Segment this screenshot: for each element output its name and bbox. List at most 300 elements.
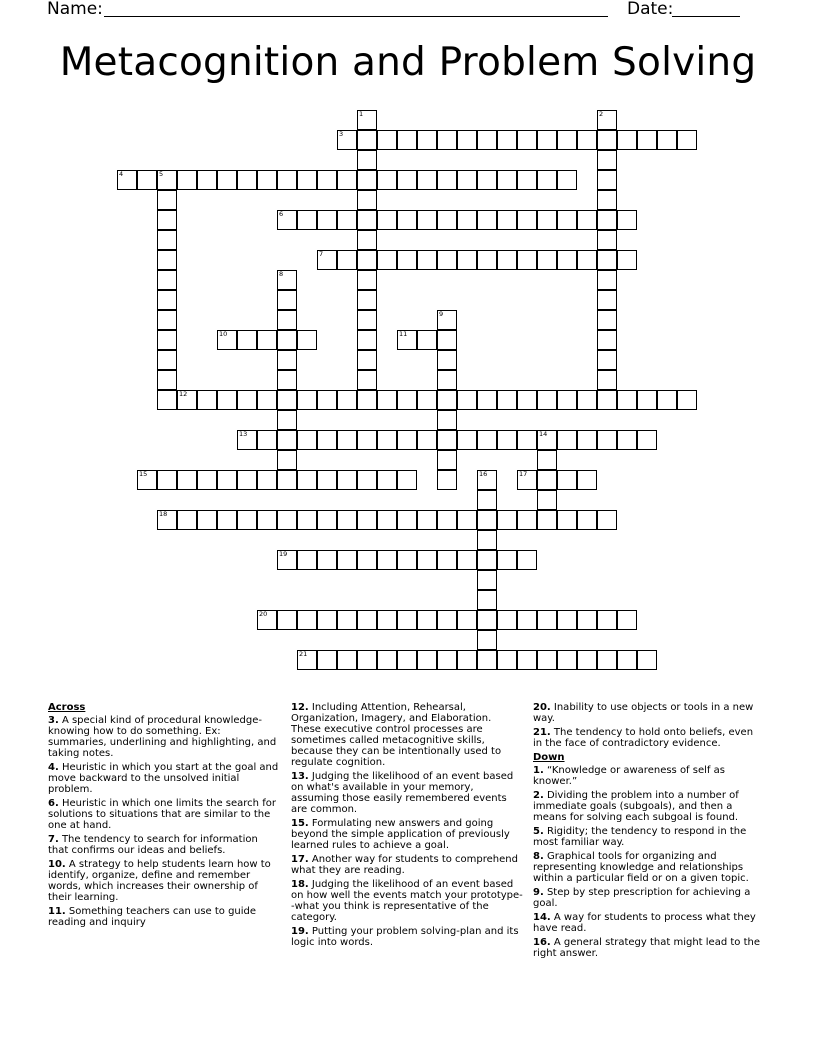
grid-cell[interactable] (317, 550, 337, 570)
clue-number: 20 (259, 610, 268, 618)
grid-cell[interactable] (337, 550, 357, 570)
grid-cell[interactable] (297, 430, 317, 450)
grid-cell[interactable] (257, 390, 277, 410)
grid-cell[interactable] (157, 170, 177, 190)
grid-cell[interactable] (417, 650, 437, 670)
grid-cell[interactable] (477, 530, 497, 550)
clue-number: 7 (319, 250, 324, 258)
grid-cell[interactable] (357, 130, 377, 150)
grid-cell[interactable] (297, 210, 317, 230)
grid-cell[interactable] (397, 250, 417, 270)
grid-cell[interactable] (537, 490, 557, 510)
grid-cell[interactable] (657, 130, 677, 150)
grid-cell[interactable] (517, 130, 537, 150)
grid-cell[interactable] (437, 350, 457, 370)
grid-cell[interactable] (577, 210, 597, 230)
grid-cell[interactable] (437, 410, 457, 430)
grid-cell[interactable] (237, 510, 257, 530)
grid-cell[interactable] (637, 430, 657, 450)
grid-cell[interactable] (657, 390, 677, 410)
grid-cell[interactable] (457, 430, 477, 450)
grid-cell[interactable] (557, 470, 577, 490)
grid-cell[interactable] (397, 390, 417, 410)
clue-text: Something teachers can use to guide reading and inquiry (48, 906, 257, 928)
grid-cell[interactable] (437, 310, 457, 330)
grid-cell[interactable] (257, 510, 277, 530)
grid-cell[interactable] (357, 350, 377, 370)
grid-cell[interactable] (277, 290, 297, 310)
clue-number-label: 11. (48, 906, 66, 917)
grid-cell[interactable] (377, 610, 397, 630)
grid-cell[interactable] (157, 350, 177, 370)
grid-cell[interactable] (137, 170, 157, 190)
grid-cell[interactable] (137, 470, 157, 490)
clue-number-label: 21. (533, 727, 551, 738)
grid-cell[interactable] (297, 330, 317, 350)
grid-cell[interactable] (437, 510, 457, 530)
grid-cell[interactable] (557, 610, 577, 630)
grid-cell[interactable] (437, 470, 457, 490)
grid-cell[interactable] (357, 470, 377, 490)
grid-cell[interactable] (157, 290, 177, 310)
grid-cell[interactable] (197, 390, 217, 410)
clue-number: 21 (299, 650, 308, 658)
grid-cell[interactable] (337, 610, 357, 630)
grid-cell[interactable] (417, 250, 437, 270)
clue-text: Judging the likelihood of an event based on how well the events match your prototype--what you think is representative of the category. (291, 879, 523, 923)
grid-cell[interactable] (297, 650, 317, 670)
grid-cell[interactable] (337, 210, 357, 230)
grid-cell[interactable] (157, 470, 177, 490)
grid-cell[interactable] (277, 470, 297, 490)
grid-cell[interactable] (437, 610, 457, 630)
grid-cell[interactable] (177, 170, 197, 190)
grid-cell[interactable] (357, 150, 377, 170)
grid-cell[interactable] (277, 370, 297, 390)
grid-cell[interactable] (277, 330, 297, 350)
grid-cell[interactable] (317, 510, 337, 530)
grid-cell[interactable] (157, 390, 177, 410)
grid-cell[interactable] (317, 650, 337, 670)
grid-cell[interactable] (277, 550, 297, 570)
grid-cell[interactable] (617, 390, 637, 410)
grid-cell[interactable] (337, 250, 357, 270)
grid-cell[interactable] (397, 550, 417, 570)
grid-cell[interactable] (437, 430, 457, 450)
grid-cell[interactable] (377, 210, 397, 230)
grid-cell[interactable] (337, 130, 357, 150)
grid-cell[interactable] (537, 510, 557, 530)
grid-cell[interactable] (557, 650, 577, 670)
clue-text: Judging the likelihood of an event based on what's available in your memory, assuming those easily remembered events are common. (291, 771, 514, 815)
grid-cell[interactable] (417, 330, 437, 350)
grid-cell[interactable] (357, 230, 377, 250)
grid-cell[interactable] (397, 610, 417, 630)
grid-cell[interactable] (277, 450, 297, 470)
grid-cell[interactable] (257, 470, 277, 490)
grid-cell[interactable] (297, 390, 317, 410)
grid-cell[interactable] (497, 650, 517, 670)
grid-cell[interactable] (417, 610, 437, 630)
grid-cell[interactable] (597, 390, 617, 410)
grid-cell[interactable] (577, 510, 597, 530)
grid-cell[interactable] (237, 430, 257, 450)
grid-cell[interactable] (357, 210, 377, 230)
grid-cell[interactable] (677, 390, 697, 410)
grid-cell[interactable] (157, 210, 177, 230)
grid-cell[interactable] (477, 250, 497, 270)
grid-cell[interactable] (557, 130, 577, 150)
grid-cell[interactable] (437, 370, 457, 390)
grid-cell[interactable] (537, 650, 557, 670)
grid-cell[interactable] (257, 170, 277, 190)
grid-cell[interactable] (357, 430, 377, 450)
grid-cell[interactable] (177, 470, 197, 490)
grid-cell[interactable] (377, 650, 397, 670)
grid-cell[interactable] (237, 470, 257, 490)
grid-cell[interactable] (597, 150, 617, 170)
grid-cell[interactable] (517, 650, 537, 670)
grid-cell[interactable] (317, 170, 337, 190)
grid-cell[interactable] (577, 390, 597, 410)
grid-cell[interactable] (157, 370, 177, 390)
grid-cell[interactable] (637, 650, 657, 670)
grid-cell[interactable] (357, 290, 377, 310)
grid-cell[interactable] (397, 130, 417, 150)
grid-cell[interactable] (277, 270, 297, 290)
grid-cell[interactable] (477, 510, 497, 530)
grid-cell[interactable] (337, 510, 357, 530)
grid-cell[interactable] (417, 170, 437, 190)
grid-cell[interactable] (517, 510, 537, 530)
grid-cell[interactable] (477, 630, 497, 650)
clue-number-label: 13. (291, 771, 309, 782)
across-heading: Across (48, 702, 86, 713)
grid-cell[interactable] (677, 130, 697, 150)
grid-cell[interactable] (497, 610, 517, 630)
grid-cell[interactable] (157, 310, 177, 330)
grid-cell[interactable] (457, 390, 477, 410)
grid-cell[interactable] (457, 650, 477, 670)
grid-cell[interactable] (517, 170, 537, 190)
grid-cell[interactable] (297, 470, 317, 490)
grid-cell[interactable] (477, 490, 497, 510)
grid-cell[interactable] (437, 550, 457, 570)
grid-cell[interactable] (317, 210, 337, 230)
grid-cell[interactable] (277, 350, 297, 370)
grid-cell[interactable] (457, 250, 477, 270)
grid-cell[interactable] (537, 170, 557, 190)
grid-cell[interactable] (617, 610, 637, 630)
grid-cell[interactable] (317, 430, 337, 450)
grid-cell[interactable] (537, 130, 557, 150)
grid-cell[interactable] (357, 370, 377, 390)
grid-cell[interactable] (597, 330, 617, 350)
down-clue (533, 937, 765, 959)
grid-cell[interactable] (397, 470, 417, 490)
grid-cell[interactable] (597, 430, 617, 450)
grid-cell[interactable] (597, 170, 617, 190)
grid-cell[interactable] (537, 430, 557, 450)
grid-cell[interactable] (557, 170, 577, 190)
grid-cell[interactable] (157, 330, 177, 350)
grid-cell[interactable] (517, 390, 537, 410)
grid-cell[interactable] (337, 170, 357, 190)
down-clue (533, 826, 765, 848)
grid-cell[interactable] (417, 510, 437, 530)
grid-cell[interactable] (437, 250, 457, 270)
grid-cell[interactable] (317, 610, 337, 630)
clue-number-label: 1. (533, 765, 544, 776)
grid-cell[interactable] (277, 430, 297, 450)
clue-number: 19 (279, 550, 288, 558)
grid-cell[interactable] (197, 510, 217, 530)
grid-cell[interactable] (577, 250, 597, 270)
grid-cell[interactable] (197, 170, 217, 190)
grid-cell[interactable] (157, 190, 177, 210)
grid-cell[interactable] (197, 470, 217, 490)
grid-cell[interactable] (477, 430, 497, 450)
grid-cell[interactable] (377, 170, 397, 190)
grid-cell[interactable] (297, 610, 317, 630)
grid-cell[interactable] (597, 350, 617, 370)
grid-cell[interactable] (557, 390, 577, 410)
grid-cell[interactable] (277, 510, 297, 530)
grid-cell[interactable] (417, 430, 437, 450)
grid-cell[interactable] (397, 510, 417, 530)
grid-cell[interactable] (317, 390, 337, 410)
grid-cell[interactable] (377, 130, 397, 150)
grid-cell[interactable] (597, 210, 617, 230)
grid-cell[interactable] (217, 330, 237, 350)
grid-cell[interactable] (317, 250, 337, 270)
grid-cell[interactable] (617, 130, 637, 150)
grid-cell[interactable] (457, 210, 477, 230)
grid-cell[interactable] (337, 390, 357, 410)
grid-cell[interactable] (497, 510, 517, 530)
clue-number: 12 (179, 390, 188, 398)
grid-cell[interactable] (337, 650, 357, 670)
grid-cell[interactable] (297, 170, 317, 190)
grid-cell[interactable] (557, 210, 577, 230)
grid-cell[interactable] (237, 390, 257, 410)
clue-number: 14 (539, 430, 548, 438)
clue-number: 3 (339, 130, 344, 138)
grid-cell[interactable] (477, 650, 497, 670)
grid-cell[interactable] (457, 610, 477, 630)
grid-cell[interactable] (157, 230, 177, 250)
grid-cell[interactable] (597, 130, 617, 150)
grid-cell[interactable] (477, 210, 497, 230)
grid-cell[interactable] (257, 610, 277, 630)
grid-cell[interactable] (537, 610, 557, 630)
grid-cell[interactable] (477, 390, 497, 410)
grid-cell[interactable] (477, 470, 497, 490)
grid-cell[interactable] (497, 430, 517, 450)
grid-cell[interactable] (517, 210, 537, 230)
grid-cell[interactable] (597, 230, 617, 250)
grid-cell[interactable] (397, 170, 417, 190)
grid-cell[interactable] (497, 550, 517, 570)
grid-cell[interactable] (577, 610, 597, 630)
grid-cell[interactable] (337, 430, 357, 450)
across-clue (291, 926, 523, 948)
grid-cell[interactable] (357, 510, 377, 530)
grid-cell[interactable] (297, 550, 317, 570)
clue-text: Dividing the problem into a number of immediate goals (subgoals), and then a means for solving each subgoal is found. (533, 790, 739, 823)
grid-cell[interactable] (157, 250, 177, 270)
grid-cell[interactable] (357, 610, 377, 630)
grid-cell[interactable] (397, 430, 417, 450)
grid-cell[interactable] (377, 430, 397, 450)
grid-cell[interactable] (217, 390, 237, 410)
grid-cell[interactable] (597, 510, 617, 530)
grid-cell[interactable] (557, 510, 577, 530)
grid-cell[interactable] (237, 330, 257, 350)
clue-text: Formulating new answers and going beyond the simple application of previously learned rules to achieve a goal. (291, 818, 510, 851)
grid-cell[interactable] (277, 210, 297, 230)
grid-cell[interactable] (177, 390, 197, 410)
grid-cell[interactable] (617, 210, 637, 230)
grid-cell[interactable] (437, 390, 457, 410)
grid-cell[interactable] (517, 550, 537, 570)
grid-cell[interactable] (577, 470, 597, 490)
clues-column-2 (291, 702, 523, 951)
grid-cell[interactable] (537, 250, 557, 270)
grid-cell[interactable] (357, 330, 377, 350)
grid-cell[interactable] (537, 390, 557, 410)
grid-cell[interactable] (377, 510, 397, 530)
grid-cell[interactable] (217, 170, 237, 190)
grid-cell[interactable] (157, 270, 177, 290)
grid-cell[interactable] (297, 510, 317, 530)
grid-cell[interactable] (597, 290, 617, 310)
grid-cell[interactable] (477, 130, 497, 150)
grid-cell[interactable] (377, 250, 397, 270)
grid-cell[interactable] (477, 170, 497, 190)
across-clue (48, 715, 280, 759)
grid-cell[interactable] (457, 550, 477, 570)
grid-cell[interactable] (597, 370, 617, 390)
clue-number-label: 7. (48, 834, 59, 845)
grid-cell[interactable] (517, 430, 537, 450)
grid-cell[interactable] (397, 330, 417, 350)
grid-cell[interactable] (477, 570, 497, 590)
grid-cell[interactable] (417, 550, 437, 570)
grid-cell[interactable] (497, 130, 517, 150)
grid-cell[interactable] (277, 410, 297, 430)
grid-cell[interactable] (457, 510, 477, 530)
grid-cell[interactable] (117, 170, 137, 190)
grid-cell[interactable] (597, 650, 617, 670)
grid-cell[interactable] (557, 250, 577, 270)
grid-cell[interactable] (597, 190, 617, 210)
grid-cell[interactable] (497, 390, 517, 410)
grid-cell[interactable] (277, 170, 297, 190)
grid-cell[interactable] (417, 210, 437, 230)
grid-cell[interactable] (577, 130, 597, 150)
grid-cell[interactable] (437, 650, 457, 670)
grid-cell[interactable] (257, 430, 277, 450)
grid-cell[interactable] (517, 250, 537, 270)
grid-cell[interactable] (277, 610, 297, 630)
grid-cell[interactable] (497, 170, 517, 190)
grid-cell[interactable] (357, 170, 377, 190)
grid-cell[interactable] (237, 170, 257, 190)
grid-cell[interactable] (517, 470, 537, 490)
grid-cell[interactable] (277, 310, 297, 330)
grid-cell[interactable] (457, 170, 477, 190)
grid-cell[interactable] (317, 470, 337, 490)
grid-cell[interactable] (637, 130, 657, 150)
grid-cell[interactable] (217, 470, 237, 490)
grid-cell[interactable] (177, 510, 197, 530)
grid-cell[interactable] (617, 650, 637, 670)
grid-cell[interactable] (357, 310, 377, 330)
grid-cell[interactable] (557, 430, 577, 450)
grid-cell[interactable] (357, 550, 377, 570)
down-clue (533, 851, 765, 884)
grid-cell[interactable] (537, 450, 557, 470)
grid-cell[interactable] (257, 330, 277, 350)
grid-cell[interactable] (217, 510, 237, 530)
grid-cell[interactable] (597, 110, 617, 130)
grid-cell[interactable] (597, 310, 617, 330)
grid-cell[interactable] (497, 250, 517, 270)
grid-cell[interactable] (377, 550, 397, 570)
clue-number-label: 19. (291, 926, 309, 937)
grid-cell[interactable] (577, 650, 597, 670)
grid-cell[interactable] (357, 390, 377, 410)
grid-cell[interactable] (377, 390, 397, 410)
grid-cell[interactable] (617, 250, 637, 270)
grid-cell[interactable] (437, 210, 457, 230)
grid-cell[interactable] (417, 130, 437, 150)
grid-cell[interactable] (417, 390, 437, 410)
grid-cell[interactable] (477, 610, 497, 630)
grid-cell[interactable] (357, 650, 377, 670)
grid-cell[interactable] (397, 210, 417, 230)
grid-cell[interactable] (597, 250, 617, 270)
grid-cell[interactable] (357, 190, 377, 210)
grid-cell[interactable] (597, 610, 617, 630)
grid-cell[interactable] (537, 470, 557, 490)
grid-cell[interactable] (397, 650, 417, 670)
grid-cell[interactable] (277, 390, 297, 410)
grid-cell[interactable] (437, 170, 457, 190)
grid-cell[interactable] (477, 550, 497, 570)
clue-text: “Knowledge or awareness of self as knower.” (533, 765, 725, 787)
grid-cell[interactable] (157, 510, 177, 530)
grid-cell[interactable] (617, 430, 637, 450)
grid-cell[interactable] (357, 270, 377, 290)
grid-cell[interactable] (437, 130, 457, 150)
grid-cell[interactable] (577, 430, 597, 450)
grid-cell[interactable] (537, 210, 557, 230)
grid-cell[interactable] (437, 330, 457, 350)
grid-cell[interactable] (337, 470, 357, 490)
grid-cell[interactable] (517, 610, 537, 630)
grid-cell[interactable] (357, 250, 377, 270)
grid-cell[interactable] (357, 110, 377, 130)
grid-cell[interactable] (637, 390, 657, 410)
grid-cell[interactable] (377, 470, 397, 490)
grid-cell[interactable] (437, 450, 457, 470)
grid-cell[interactable] (497, 210, 517, 230)
grid-cell[interactable] (477, 590, 497, 610)
grid-cell[interactable] (457, 130, 477, 150)
grid-cell[interactable] (597, 270, 617, 290)
